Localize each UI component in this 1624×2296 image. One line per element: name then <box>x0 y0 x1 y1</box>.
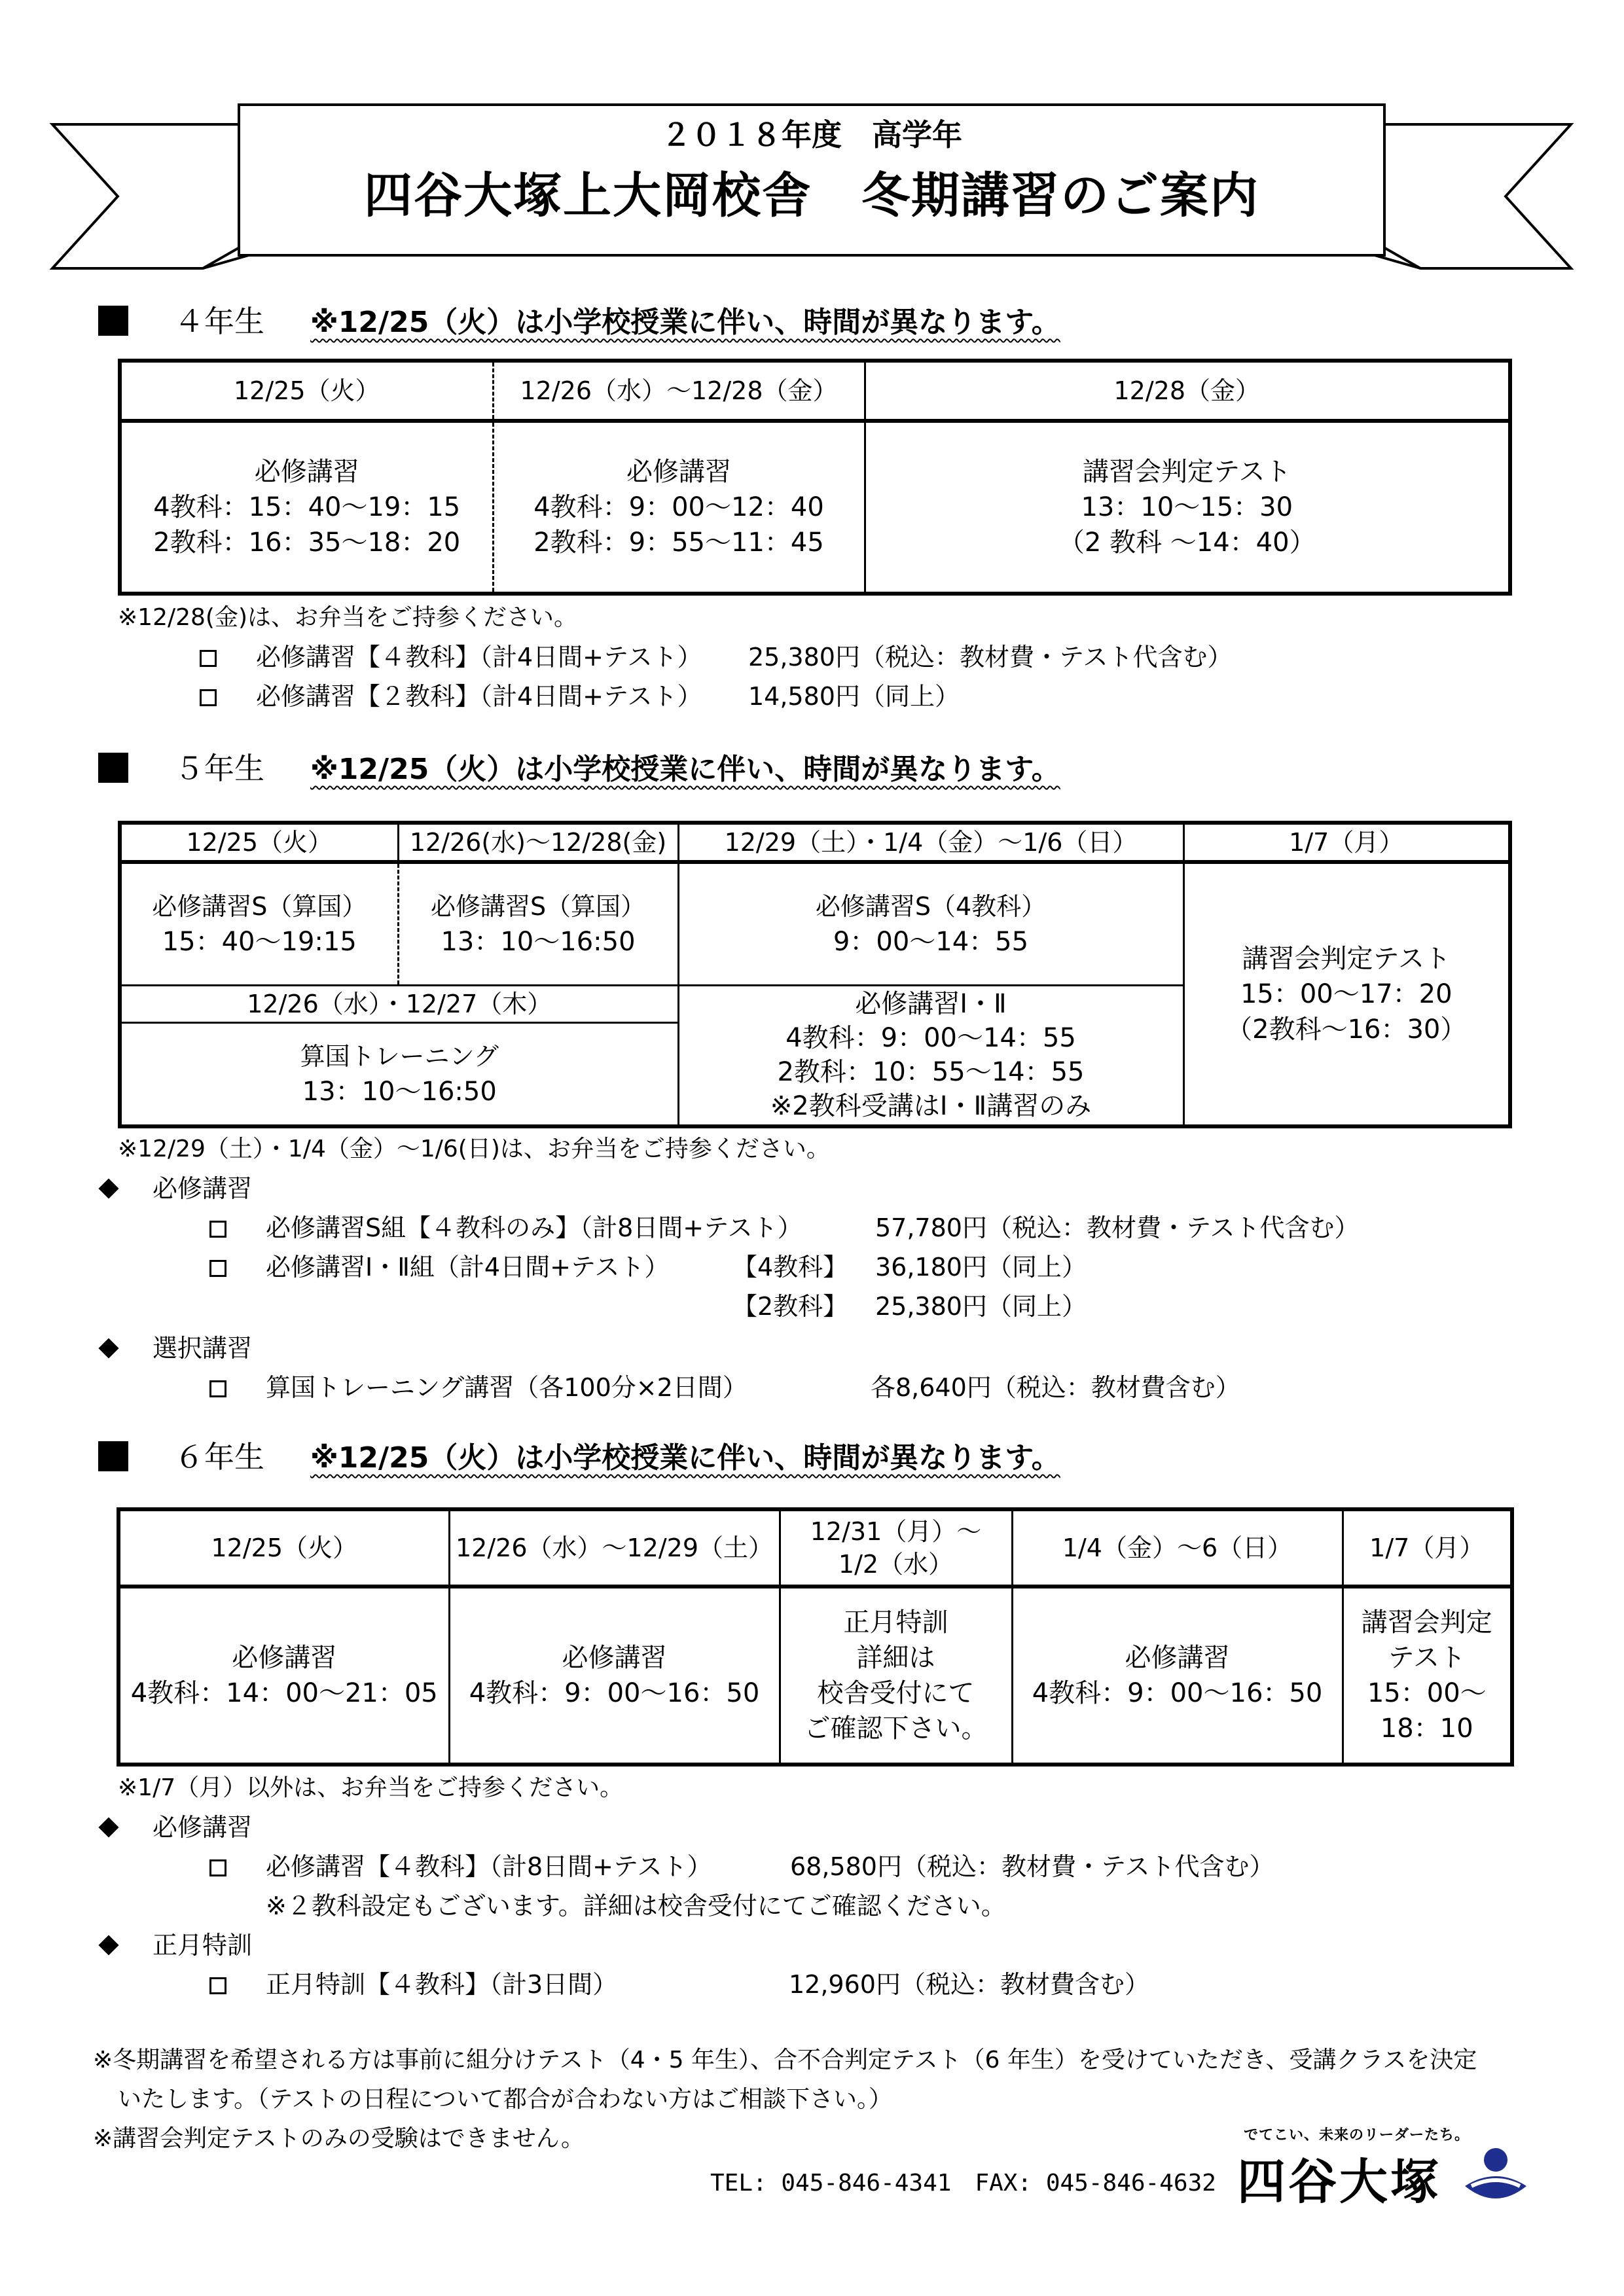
g5-header-1229-0106: 12/29（土）・1/4（金）～1/6（日） <box>678 823 1183 862</box>
logo-name: 四谷大塚 <box>1237 2154 1441 2210</box>
footer-note-2: ※講習会判定テストのみの受験はできません。 <box>93 2125 585 2152</box>
g4-header-1226-1228: 12/26（水）～12/28（金） <box>493 361 865 421</box>
g6-header-1231-0102: 12/31（月）～ 1/2（水） <box>780 1509 1012 1587</box>
g5-cell-1225: 必修講習S（算国） 15：40～19:15 <box>120 862 398 985</box>
grade5-heading <box>98 745 1060 788</box>
g6-header-0107: 1/7（月） <box>1343 1509 1512 1587</box>
banner-title: 四谷大塚上大岡校舎 冬期講習のご案内 <box>364 168 1259 224</box>
g6-header-1226-1229: 12/26（水）～12/29（土） <box>449 1509 780 1587</box>
g6-header-1225: 12/25（火） <box>118 1509 449 1587</box>
diamond-bullet-icon <box>98 1178 118 1198</box>
checkbox-icon <box>209 1380 226 1397</box>
grade5-note: ※12/25（火）は小学校授業に伴い、時間が異なります。 <box>310 753 1060 786</box>
g5-cell-course-1-2: 必修講習Ⅰ・Ⅱ 4教科：9：00～14：55 2教科：10：55～14：55 ※2教科受講はⅠ・Ⅱ講習のみ <box>678 985 1183 1126</box>
grade6-label: ６年生 <box>174 1439 264 1475</box>
g5-cell-test: 講習会判定テスト 15：00～17：20 （2教科～16：30） <box>1183 862 1510 1126</box>
g5-header-0107: 1/7（月） <box>1183 823 1510 862</box>
grade4-heading <box>98 298 1060 341</box>
g4-cell-test: 講習会判定テスト 13：10～15：30 （2 教科 ～14：40） <box>865 421 1510 594</box>
grade5-elective-heading: 選択講習 <box>101 1333 252 1364</box>
grade4-price-row-2: 必修講習【２教科】（計4日間+テスト） 14,580円（同上） <box>200 681 249 712</box>
grade6-note: ※12/25（火）は小学校授業に伴い、時間が異なります。 <box>310 1441 1060 1475</box>
checkbox-icon <box>200 650 217 667</box>
grade6-schedule-table <box>117 1507 1514 1767</box>
g5-cell-1226-1228: 必修講習S（算国） 13：10～16:50 <box>398 862 678 985</box>
checkbox-icon <box>209 1977 226 1994</box>
g4-header-1228: 12/28（金） <box>865 361 1510 421</box>
diamond-bullet-icon <box>98 1817 118 1837</box>
grade4-note: ※12/25（火）は小学校授業に伴い、時間が異なります。 <box>310 306 1060 339</box>
g4-header-1225: 12/25（火） <box>120 361 493 421</box>
g6-cell-newyear: 正月特訓 詳細は 校舎受付にて ご確認下さい。 <box>780 1587 1012 1765</box>
grade6-newyear-heading: 正月特訓 <box>101 1929 252 1961</box>
yotsuya-otsuka-logo <box>1237 2124 1538 2212</box>
g6-cell-1226-1229: 必修講習 4教科：9：00～16：50 <box>449 1587 780 1765</box>
grade4-lunch-note: ※12/28(金)は、お弁当をご持参ください。 <box>118 604 578 631</box>
grade5-required-row-2: 必修講習Ⅰ・Ⅱ組（計4日間+テスト） 【4教科】 36,180円（同上） <box>209 1251 259 1283</box>
square-bullet-icon <box>98 1441 128 1471</box>
checkbox-icon <box>209 1859 226 1876</box>
footer-note-1b: いたします。（テストの日程について都合が合わない方はご相談下さい。） <box>118 2086 892 2113</box>
footer-note-1a: ※冬期講習を希望される方は事前に組分けテスト（4・5 年生）、合不合判定テスト（6 年生）を受けていただき、受講クラスを決定 <box>93 2047 1477 2073</box>
square-bullet-icon <box>98 753 128 783</box>
grade5-required-row-1: 必修講習S組【４教科のみ】（計8日間+テスト） 57,780円（税込：教材費・テスト代含む） <box>209 1212 259 1244</box>
grade6-required-row-1: 必修講習【４教科】（計8日間+テスト） 68,580円（税込：教材費・テスト代含む） <box>209 1851 259 1882</box>
diamond-bullet-icon <box>98 1338 118 1358</box>
grade4-schedule-table <box>118 359 1512 596</box>
g6-cell-test: 講習会判定 テスト 15：00～ 18：10 <box>1343 1587 1512 1765</box>
grade5-required-heading: 必修講習 <box>101 1173 252 1204</box>
g5-subheader-1226-1227: 12/26（水）・12/27（木） <box>120 985 678 1022</box>
g5-header-1226-1228: 12/26(水)～12/28(金) <box>398 823 678 862</box>
grade6-newyear-row-1: 正月特訓【４教科】（計3日間） 12,960円（税込：教材費含む） <box>209 1969 259 2000</box>
logo-tagline: でてこい、未来のリーダーたち。 <box>1244 2127 1470 2144</box>
grade6-heading <box>98 1433 1060 1477</box>
logo-mark-icon <box>1460 2140 1532 2212</box>
g4-cell-1226-1228: 必修講習 4教科：9：00～12：40 2教科：9：55～11：45 <box>493 421 865 594</box>
checkbox-icon <box>209 1221 226 1238</box>
grade4-label: ４年生 <box>174 304 264 339</box>
g5-header-1225: 12/25（火） <box>120 823 398 862</box>
grade6-required-heading: 必修講習 <box>101 1812 252 1843</box>
grade5-elective-row-1: 算国トレーニング講習（各100分×2日間） 各8,640円（税込：教材費含む） <box>209 1372 259 1403</box>
g6-header-0104-0106: 1/4（金）～6（日） <box>1012 1509 1343 1587</box>
checkbox-icon <box>200 689 217 706</box>
g4-cell-1225: 必修講習 4教科：15：40～19：15 2教科：16：35～18：20 <box>120 421 493 594</box>
g6-cell-1225: 必修講習 4教科：14：00～21：05 <box>118 1587 449 1765</box>
g6-cell-0104-0106: 必修講習 4教科：9：00～16：50 <box>1012 1587 1343 1765</box>
g5-cell-training: 算国トレーニング 13：10～16:50 <box>120 1022 678 1126</box>
grade6-lunch-note: ※1/7（月）以外は、お弁当をご持参ください。 <box>118 1774 624 1801</box>
banner-subtitle: ２０１８年度 高学年 <box>661 117 962 152</box>
grade5-schedule-table <box>118 821 1512 1128</box>
diamond-bullet-icon <box>98 1935 118 1955</box>
grade4-price-row-1: 必修講習【４教科】（計4日間+テスト） 25,380円（税込：教材費・テスト代含む） <box>200 641 249 673</box>
grade5-lunch-note: ※12/29（土）・1/4（金）～1/6(日)は、お弁当をご持参ください。 <box>118 1136 830 1162</box>
grade5-label: ５年生 <box>174 751 264 786</box>
footer-contact: TEL: 045-846-4341 FAX: 045-846-4632 <box>710 2170 1216 2197</box>
checkbox-icon <box>209 1260 226 1277</box>
g5-cell-s-course: 必修講習S（4教科） 9：00～14：55 <box>678 862 1183 985</box>
square-bullet-icon <box>98 306 128 336</box>
grade6-required-note: ※２教科設定もございます。詳細は校舎受付にてご確認ください。 <box>266 1892 1006 1920</box>
